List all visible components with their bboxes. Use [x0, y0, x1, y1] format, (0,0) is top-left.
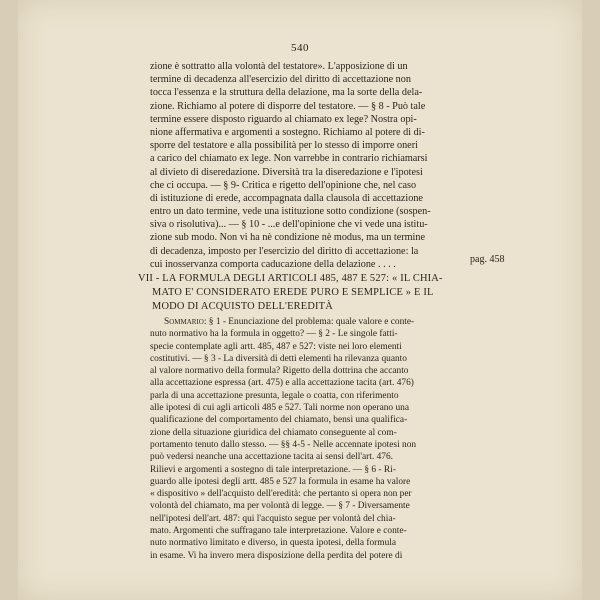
- heading-line: VII - LA FORMULA DEGLI ARTICOLI 485, 487 E 527: « IL CHIA-: [138, 273, 443, 284]
- text-line: di istituzione di erede, accompagnata dalla clausola di accettazione: [150, 192, 423, 204]
- text-line: nione affermativa e argomenti a sostegno. Richiamo al potere di di-: [150, 126, 425, 138]
- text-line: portamento tenuto dallo stesso. — §§ 4-5 - Nelle accennate ipotesi non: [150, 439, 417, 450]
- text-line: può vedersi neanche una accettazione tacita ai sensi dell'art. 476.: [150, 452, 393, 463]
- text-line: zione è sottratto alla volontà del testatore». L'apposizione di un: [150, 61, 408, 72]
- text-line: nuto normativo ha la formula in oggetto? — § 2 - Le singole fatti-: [150, 329, 398, 340]
- text-line: nell'ipotesi dell'art. 487: qui l'acquisto segue per volontà del chia-: [150, 513, 396, 524]
- text-line: mato. Argomenti che suffragano tale interpretazione. Valore e conte-: [150, 526, 407, 537]
- text-line: siva o risolutiva)... — § 10 - ...e dell'opinione che vi vede una istitu-: [150, 219, 428, 231]
- text-line: al valore normativo della formula? Rigetto della dottrina che accanto: [150, 366, 409, 377]
- text-line: cui inosservanza comporta caducazione della delazione . . . .: [150, 258, 396, 270]
- summary-first-line: [150, 316, 472, 328]
- text-line: zione della situazione giuridica del chiamato conseguente al com-: [150, 427, 397, 438]
- text-line: zione sub modo. Non vi ha nè condizione nè modus, ma un termine: [150, 232, 426, 244]
- text-line: a carico del chiamato ex lege. Non varrebbe in contrario richiamarsi: [150, 153, 428, 165]
- text-line: entro un dato termine, vede una istituzione sotto condizione (sospen-: [150, 206, 431, 218]
- text-line: volontà del chiamato, ma per volontà di legge. — § 7 - Diversamente: [150, 501, 410, 512]
- summary-label: Sommario:: [164, 317, 207, 327]
- text-line: di decadenza, imposto per l'esercizio del diritto di accettazione: la: [150, 245, 419, 257]
- text-line: specie contemplate agli artt. 485, 487 e 527: viste nei loro elementi: [150, 341, 402, 352]
- heading-line: MATO E' CONSIDERATO EREDE PURO E SEMPLICE » E IL: [152, 287, 434, 298]
- continued-summary-text: [150, 60, 472, 271]
- text-line: § 1 - Enunciazione del problema: quale valore e conte-: [208, 317, 415, 327]
- text-line: alla accettazione espressa (art. 475) e alla accettazione tacita (art. 476): [150, 378, 414, 389]
- text-line: Rilievi e argomenti a sostegno di tale interpretazione. — § 6 - Ri-: [150, 464, 396, 475]
- text-line: tocca l'essenza e la struttura della delazione, ma la sorte della dela-: [150, 87, 423, 99]
- text-line: in esame. Vi ha invero mera disposizione della perdita del potere di: [150, 550, 403, 561]
- text-line: « dispositivo » dell'acquisto dell'eredità: che pertanto si opera non per: [150, 489, 412, 500]
- text-line: nuto normativo limitato e diverso, in questa ipotesi, della formula: [150, 538, 397, 549]
- text-line: che ci occupa. — § 9- Critica e rigetto dell'opinione che, nel caso: [150, 179, 417, 191]
- text-line: al divieto di diseredazione. Diversità tra la diseredazione e l'ipotesi: [150, 166, 423, 178]
- section-summary: [150, 316, 472, 562]
- text-line: costitutivi. — § 3 - La diversità di detti elementi ha rilevanza quanto: [150, 353, 407, 364]
- book-page: [18, 0, 582, 600]
- text-line: alle ipotesi di cui agli articoli 485 e 527. Tali norme non operano una: [150, 403, 409, 414]
- text-line: zione. Richiamo al potere di disporre del testatore. — § 8 - Può tale: [150, 100, 426, 112]
- text-line: qualificazione del comportamento del chiamato, bensì una qualifica-: [150, 415, 408, 426]
- text-line: sporre del testatore e alla possibilità per lo stesso di imporre oneri: [150, 140, 418, 152]
- page-number: 540: [291, 42, 309, 54]
- text-line: parla di una accettazione presunta, legale o coatta, con riferimento: [150, 390, 399, 401]
- text-line: termine essere disposto riguardo al chiamato ex lege? Nostra opi-: [150, 113, 417, 125]
- text-line: termine di decadenza all'esercizio del diritto di accettazione non: [150, 74, 411, 86]
- margin-page-reference: pag. 458: [470, 254, 505, 265]
- text-line: guardo alle ipotesi degli artt. 485 e 527 la formula in esame ha valore: [150, 476, 411, 487]
- heading-line: MODO DI ACQUISTO DELL'EREDITÀ: [152, 301, 333, 312]
- section-heading: [138, 272, 478, 314]
